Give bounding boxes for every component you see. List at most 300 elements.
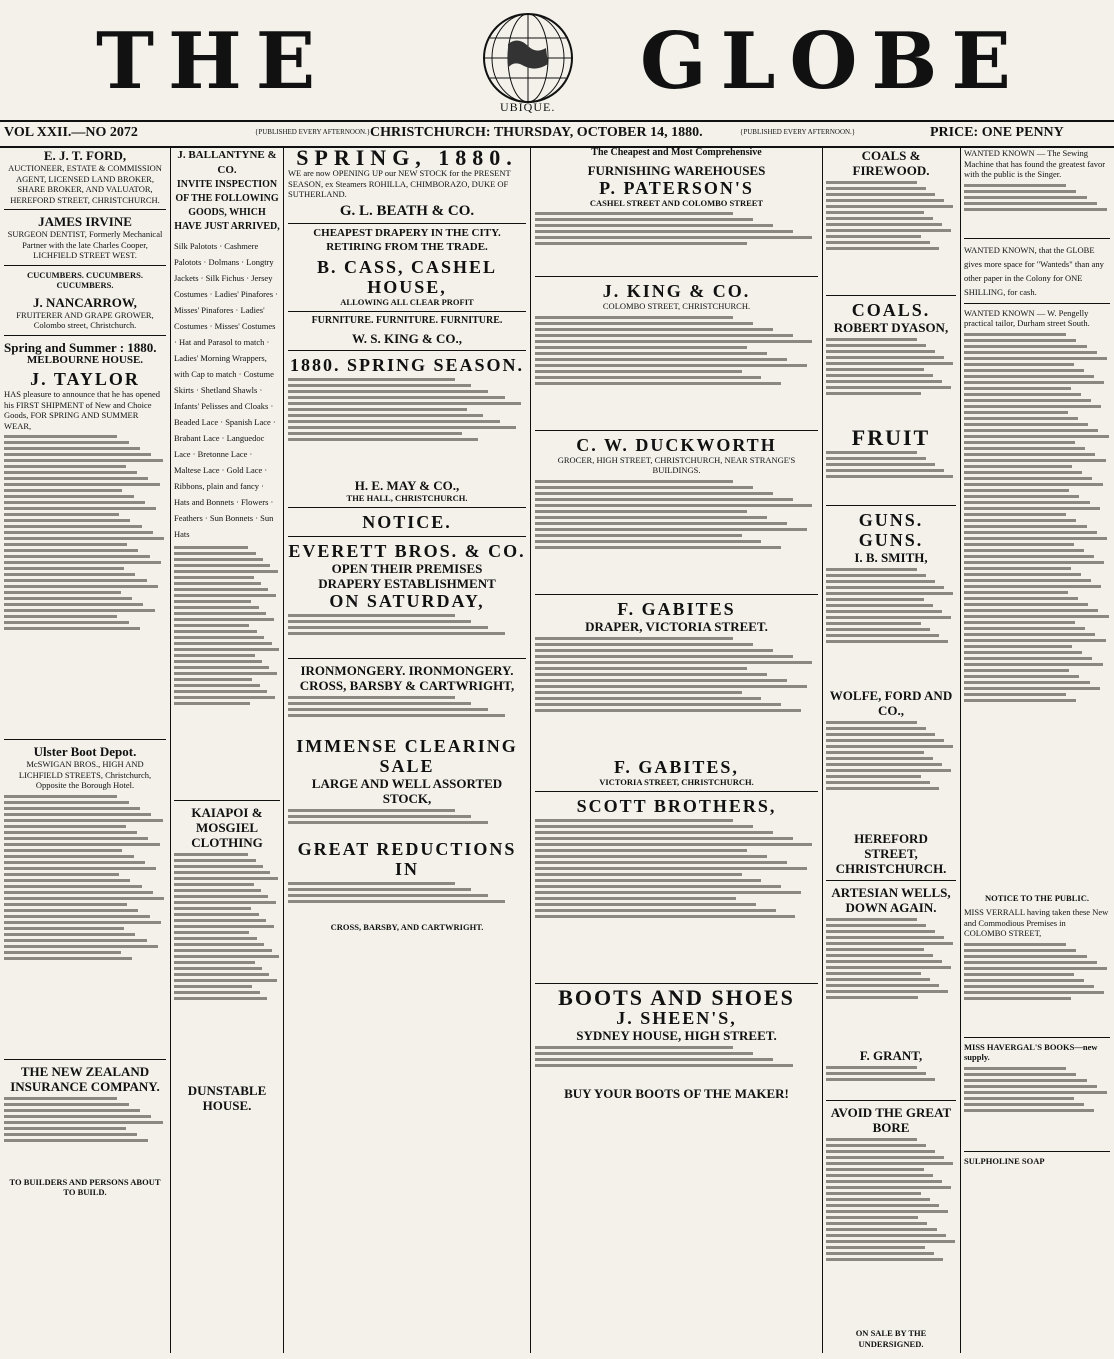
text-line bbox=[826, 1162, 953, 1165]
filler-text bbox=[535, 316, 818, 426]
text-line bbox=[4, 843, 160, 846]
text-line bbox=[535, 909, 776, 912]
text-line bbox=[4, 615, 117, 618]
text-line bbox=[4, 627, 140, 630]
ad-dunstable-house: DUNSTABLE HOUSE. bbox=[187, 1083, 267, 1113]
ad-wanted-globe: WANTED KNOWN, that the GLOBE gives more space for "Wanteds" than any other paper in the Colony for ONE SHILLING, for cash. bbox=[964, 244, 1104, 297]
ad-ballantyne-invite: INVITE INSPECTION OF THE FOLLOWING GOODS, WHICH HAVE JUST ARRIVED, bbox=[174, 179, 280, 232]
ad-grant-name: F. GRANT, bbox=[859, 1048, 923, 1063]
text-line bbox=[535, 546, 781, 549]
text-line bbox=[826, 1198, 930, 1201]
ad-gabites-victoria: VICTORIA STREET, CHRISTCHURCH. bbox=[599, 776, 754, 787]
filler-text bbox=[535, 819, 818, 979]
text-line bbox=[826, 592, 953, 595]
ad-cross-footer: CROSS, BARSBY, AND CARTWRIGHT. bbox=[330, 922, 484, 932]
ad-spring-season: 1880. SPRING SEASON. bbox=[289, 354, 525, 375]
text-line bbox=[826, 972, 921, 975]
text-line bbox=[174, 979, 277, 982]
text-line bbox=[826, 1222, 927, 1225]
text-line bbox=[288, 821, 488, 824]
text-line bbox=[4, 555, 150, 558]
text-line bbox=[826, 930, 935, 933]
ad-duckworth-name: C. W. DUCKWORTH bbox=[576, 434, 777, 455]
text-line bbox=[826, 733, 935, 736]
price: PRICE: ONE PENNY bbox=[930, 125, 1064, 140]
ad-ballantyne-name: J. BALLANTYNE & CO. bbox=[177, 149, 277, 176]
ad-ulster-body: McSWIGAN BROS., HIGH AND LICHFIELD STREETS, Christchurch, Opposite the Borough Hotel. bbox=[18, 759, 152, 790]
ad-furniture-head: FURNITURE. FURNITURE. FURNITURE. bbox=[311, 315, 503, 326]
text-line bbox=[288, 420, 500, 423]
text-line bbox=[174, 660, 262, 663]
text-line bbox=[964, 531, 1097, 534]
text-line bbox=[535, 492, 773, 495]
text-line bbox=[826, 247, 939, 250]
text-line bbox=[826, 1246, 925, 1249]
text-line bbox=[174, 919, 266, 922]
text-line bbox=[535, 831, 773, 834]
text-line bbox=[174, 925, 274, 928]
text-line bbox=[4, 921, 161, 924]
text-line bbox=[826, 751, 924, 754]
text-line bbox=[826, 628, 930, 631]
filler-text bbox=[964, 1067, 1110, 1147]
text-line bbox=[826, 199, 944, 202]
text-line bbox=[535, 340, 812, 343]
text-line bbox=[826, 1240, 955, 1243]
text-line bbox=[826, 344, 926, 347]
text-line bbox=[4, 447, 140, 450]
text-line bbox=[964, 1085, 1097, 1088]
text-line bbox=[4, 801, 129, 804]
text-line bbox=[4, 1115, 151, 1118]
text-line bbox=[4, 873, 119, 876]
text-line bbox=[964, 489, 1069, 492]
text-line bbox=[535, 1046, 733, 1049]
text-line bbox=[964, 345, 1087, 348]
text-line bbox=[964, 555, 1094, 558]
text-line bbox=[288, 378, 455, 381]
ad-irvine-body: SURGEON DENTIST, Formerly Mechanical Partner with the late Charles Cooper, LICHFIELD STREET WEST. bbox=[7, 229, 163, 260]
ad-gabites-name: F. GABITES bbox=[617, 598, 736, 619]
text-line bbox=[535, 915, 795, 918]
text-line bbox=[4, 603, 143, 606]
text-line bbox=[535, 230, 793, 233]
text-line bbox=[535, 661, 812, 664]
column-rule bbox=[283, 148, 284, 1353]
text-line bbox=[4, 609, 155, 612]
text-line bbox=[174, 901, 276, 904]
text-line bbox=[174, 955, 279, 958]
text-line bbox=[535, 242, 747, 245]
text-line bbox=[964, 621, 1075, 624]
ad-hereford-street: HEREFORD STREET, CHRISTCHURCH. bbox=[835, 831, 947, 876]
ad-coals-firewood: COALS & FIREWOOD. bbox=[852, 148, 930, 178]
ad-cheapest-drapery: CHEAPEST DRAPERY IN THE CITY. bbox=[313, 226, 501, 239]
text-line bbox=[964, 633, 1095, 636]
text-line bbox=[4, 525, 142, 528]
text-line bbox=[535, 825, 753, 828]
text-line bbox=[4, 453, 151, 456]
text-line bbox=[535, 364, 807, 367]
masthead-motto: UBIQUE. bbox=[500, 100, 556, 114]
masthead-title-right: GLOBE bbox=[640, 16, 1025, 107]
text-line bbox=[964, 387, 1071, 390]
text-line bbox=[535, 667, 747, 670]
ad-beath-name: G. L. BEATH & CO. bbox=[339, 202, 475, 219]
text-line bbox=[4, 537, 164, 540]
text-line bbox=[826, 640, 948, 643]
text-line bbox=[964, 393, 1081, 396]
filler-text bbox=[964, 943, 1110, 1033]
text-line bbox=[4, 1133, 137, 1136]
text-line bbox=[4, 1121, 163, 1124]
ad-sydney-house: SYDNEY HOUSE, HIGH STREET. bbox=[576, 1028, 777, 1043]
text-line bbox=[826, 942, 953, 945]
text-line bbox=[826, 960, 942, 963]
text-line bbox=[4, 891, 153, 894]
text-line bbox=[174, 630, 257, 633]
filler-text bbox=[826, 338, 956, 428]
text-line bbox=[4, 531, 153, 534]
text-line bbox=[964, 208, 1107, 211]
column-1 bbox=[4, 148, 166, 1353]
text-line bbox=[826, 475, 953, 478]
ad-clear-profit: ALLOWING ALL CLEAR PROFIT bbox=[340, 296, 474, 307]
filler-text bbox=[826, 1066, 956, 1096]
text-line bbox=[4, 807, 140, 810]
text-line bbox=[964, 693, 1066, 696]
text-line bbox=[535, 534, 742, 537]
ad-ford-body: AUCTIONEER, ESTATE & COMMISSION AGENT, LICENSED LAND BROKER, SHARE BROKER, AND VALUATOR, HEREFORD STREET, CHRISTCHURCH. bbox=[8, 163, 162, 205]
text-line bbox=[174, 949, 272, 952]
text-line bbox=[288, 626, 488, 629]
text-line bbox=[826, 356, 944, 359]
text-line bbox=[535, 358, 787, 361]
text-line bbox=[826, 954, 933, 957]
text-line bbox=[964, 447, 1085, 450]
text-line bbox=[4, 489, 122, 492]
text-line bbox=[826, 1234, 946, 1237]
text-line bbox=[288, 900, 505, 903]
text-line bbox=[4, 597, 132, 600]
ad-melbourne-house: MELBOURNE HOUSE. bbox=[26, 353, 144, 366]
filler-text bbox=[964, 333, 1110, 893]
text-line bbox=[535, 685, 807, 688]
text-line bbox=[4, 903, 127, 906]
text-line bbox=[174, 937, 257, 940]
text-line bbox=[826, 1180, 942, 1183]
text-line bbox=[174, 907, 251, 910]
text-line bbox=[964, 997, 1071, 1000]
text-line bbox=[826, 193, 935, 196]
text-line bbox=[288, 815, 471, 818]
text-line bbox=[964, 1067, 1066, 1070]
ad-taylor-body: HAS pleasure to announce that he has opened his FIRST SHIPMENT of New and Choice Goods, FOR SPRING AND SUMMER WEAR, bbox=[4, 389, 161, 431]
text-line bbox=[535, 655, 793, 658]
text-line bbox=[288, 438, 478, 441]
text-line bbox=[964, 591, 1068, 594]
column-rule bbox=[530, 148, 531, 1353]
filler-text bbox=[826, 181, 956, 291]
text-line bbox=[4, 915, 150, 918]
text-line bbox=[964, 609, 1098, 612]
ad-king-name: W. S. KING & CO., bbox=[351, 330, 463, 346]
ad-great-reductions: GREAT REDUCTIONS IN bbox=[297, 839, 517, 879]
text-line bbox=[826, 739, 944, 742]
ad-coals: COALS. bbox=[851, 300, 931, 320]
text-line bbox=[4, 813, 151, 816]
ad-dyason-name: ROBERT DYASON, bbox=[833, 320, 949, 335]
ad-sheen-name: J. SHEEN'S, bbox=[616, 1008, 737, 1028]
text-line bbox=[826, 1228, 937, 1231]
text-line bbox=[964, 483, 1103, 486]
text-line bbox=[826, 217, 933, 220]
text-line bbox=[4, 867, 156, 870]
text-line bbox=[174, 985, 252, 988]
text-line bbox=[964, 1091, 1107, 1094]
text-line bbox=[826, 990, 948, 993]
ad-may-name: H. E. MAY & CO., bbox=[354, 477, 460, 493]
text-line bbox=[964, 943, 1066, 946]
text-line bbox=[826, 229, 951, 232]
text-line bbox=[826, 362, 953, 365]
text-line bbox=[4, 459, 163, 462]
text-line bbox=[826, 966, 951, 969]
text-line bbox=[4, 483, 160, 486]
ad-on-saturday: ON SATURDAY, bbox=[329, 591, 485, 611]
text-line bbox=[535, 837, 793, 840]
text-line bbox=[4, 909, 138, 912]
column-5 bbox=[826, 148, 956, 1353]
text-line bbox=[174, 997, 267, 1000]
text-line bbox=[826, 787, 939, 790]
text-line bbox=[826, 586, 944, 589]
text-line bbox=[826, 1192, 921, 1195]
text-line bbox=[535, 819, 733, 822]
text-line bbox=[4, 825, 126, 828]
text-line bbox=[288, 432, 462, 435]
text-line bbox=[826, 1258, 943, 1261]
text-line bbox=[174, 564, 270, 567]
ad-cheapest-comprehensive: The Cheapest and Most Comprehensive bbox=[591, 148, 762, 158]
text-line bbox=[826, 1156, 944, 1159]
text-line bbox=[4, 435, 117, 438]
text-line bbox=[826, 616, 951, 619]
text-line bbox=[535, 334, 793, 337]
text-line bbox=[964, 973, 1074, 976]
ad-irvine-name: JAMES IRVINE bbox=[38, 214, 132, 229]
filler-text bbox=[174, 546, 280, 796]
text-line bbox=[964, 585, 1101, 588]
text-line bbox=[826, 1066, 917, 1069]
ad-spring-head: Spring and Summer : 1880. bbox=[4, 339, 157, 355]
text-line bbox=[288, 614, 455, 617]
text-line bbox=[535, 328, 773, 331]
text-line bbox=[826, 775, 921, 778]
text-line bbox=[964, 567, 1071, 570]
text-line bbox=[964, 513, 1066, 516]
text-line bbox=[535, 218, 753, 221]
text-line bbox=[174, 913, 259, 916]
text-line bbox=[964, 375, 1094, 378]
text-line bbox=[964, 967, 1107, 970]
ad-notice: NOTICE. bbox=[362, 512, 452, 532]
text-line bbox=[826, 451, 917, 454]
filler-text bbox=[288, 882, 526, 922]
text-line bbox=[174, 859, 256, 862]
ad-nancarrow-name: J. NANCARROW, bbox=[33, 294, 137, 310]
text-line bbox=[826, 634, 939, 637]
ad-on-sale: ON SALE BY THE UNDERSIGNED. bbox=[855, 1328, 927, 1349]
text-line bbox=[4, 1097, 117, 1100]
text-line bbox=[4, 1109, 140, 1112]
text-line bbox=[535, 897, 736, 900]
text-line bbox=[964, 579, 1091, 582]
ad-furnishing-warehouses: FURNISHING WAREHOUSES bbox=[587, 162, 766, 178]
text-line bbox=[826, 727, 926, 730]
ad-spring-1880: SPRING, 1880. bbox=[296, 148, 518, 170]
text-line bbox=[964, 949, 1076, 952]
published-note-right: {PUBLISHED EVERY AFTERNOON.} bbox=[740, 128, 856, 136]
ad-ironmongery: IRONMONGERY. IRONMONGERY. bbox=[300, 663, 514, 678]
text-line bbox=[288, 888, 471, 891]
text-line bbox=[174, 594, 276, 597]
globe-icon bbox=[478, 8, 578, 108]
ad-may-hall: THE HALL, CHRISTCHURCH. bbox=[346, 492, 468, 503]
ad-jking-name: J. KING & CO. bbox=[602, 281, 751, 301]
text-line bbox=[535, 322, 753, 325]
text-line bbox=[4, 831, 137, 834]
text-line bbox=[964, 190, 1076, 193]
text-line bbox=[4, 567, 124, 570]
column-rule bbox=[960, 148, 961, 1353]
text-line bbox=[174, 546, 248, 549]
text-line bbox=[4, 897, 164, 900]
text-line bbox=[4, 441, 129, 444]
text-line bbox=[535, 346, 747, 349]
filler-text bbox=[964, 184, 1110, 234]
ad-avoid-bore: AVOID THE GREAT BORE bbox=[830, 1105, 952, 1135]
text-line bbox=[964, 681, 1090, 684]
text-line bbox=[174, 672, 277, 675]
text-line bbox=[964, 699, 1076, 702]
text-line bbox=[174, 570, 278, 573]
text-line bbox=[4, 1139, 148, 1142]
text-line bbox=[964, 1073, 1076, 1076]
text-line bbox=[964, 399, 1091, 402]
text-line bbox=[288, 384, 471, 387]
text-line bbox=[4, 591, 121, 594]
ad-havergal: MISS HAVERGAL'S BOOKS—new supply. bbox=[964, 1041, 1098, 1062]
text-line bbox=[535, 679, 787, 682]
text-line bbox=[964, 465, 1072, 468]
text-line bbox=[964, 405, 1101, 408]
text-line bbox=[964, 663, 1103, 666]
text-line bbox=[174, 552, 256, 555]
filler-text bbox=[535, 1046, 818, 1086]
filler-text bbox=[826, 721, 956, 831]
text-line bbox=[964, 1109, 1094, 1112]
text-line bbox=[174, 684, 260, 687]
text-line bbox=[174, 618, 274, 621]
text-line bbox=[4, 513, 119, 516]
text-line bbox=[964, 651, 1082, 654]
text-line bbox=[535, 637, 733, 640]
text-line bbox=[4, 471, 137, 474]
filler-text bbox=[826, 568, 956, 688]
ad-buy-boots: BUY YOUR BOOTS OF THE MAKER! bbox=[564, 1086, 789, 1101]
text-line bbox=[535, 224, 773, 227]
text-line bbox=[535, 1058, 773, 1061]
text-line bbox=[535, 697, 761, 700]
text-line bbox=[964, 1103, 1084, 1106]
ad-ford-name: E. J. T. FORD, bbox=[43, 148, 127, 163]
text-line bbox=[964, 441, 1075, 444]
filler-text bbox=[826, 918, 956, 1048]
text-line bbox=[826, 235, 921, 238]
text-line bbox=[4, 819, 163, 822]
text-line bbox=[535, 673, 767, 676]
ad-scott-name: SCOTT BROTHERS, bbox=[576, 796, 777, 816]
text-line bbox=[535, 498, 793, 501]
text-line bbox=[535, 480, 733, 483]
ad-notice-public: NOTICE TO THE PUBLIC. bbox=[985, 892, 1089, 903]
text-line bbox=[288, 632, 505, 635]
text-line bbox=[535, 691, 742, 694]
masthead-title-left: THE bbox=[96, 16, 330, 107]
text-line bbox=[964, 423, 1088, 426]
text-line bbox=[174, 648, 279, 651]
text-line bbox=[826, 996, 918, 999]
text-line bbox=[826, 463, 935, 466]
text-line bbox=[174, 654, 255, 657]
text-line bbox=[964, 477, 1092, 480]
text-line bbox=[535, 522, 787, 525]
text-line bbox=[964, 453, 1095, 456]
text-line bbox=[174, 961, 255, 964]
text-line bbox=[964, 202, 1097, 205]
text-line bbox=[964, 645, 1072, 648]
text-line bbox=[174, 871, 270, 874]
text-line bbox=[4, 501, 145, 504]
text-line bbox=[535, 528, 807, 531]
text-line bbox=[4, 795, 117, 798]
text-line bbox=[964, 991, 1104, 994]
text-line bbox=[288, 708, 488, 711]
text-line bbox=[964, 627, 1085, 630]
text-line bbox=[174, 606, 259, 609]
text-line bbox=[826, 1144, 926, 1147]
text-line bbox=[826, 1216, 918, 1219]
text-line bbox=[964, 429, 1098, 432]
text-line bbox=[826, 604, 933, 607]
published-note-left: {PUBLISHED EVERY AFTERNOON.} bbox=[255, 128, 371, 136]
text-line bbox=[174, 612, 266, 615]
text-line bbox=[964, 435, 1109, 438]
text-line bbox=[288, 696, 455, 699]
text-line bbox=[288, 809, 455, 812]
text-line bbox=[964, 597, 1078, 600]
filler-text bbox=[288, 614, 526, 654]
text-line bbox=[174, 883, 254, 886]
text-line bbox=[826, 745, 953, 748]
text-line bbox=[964, 417, 1078, 420]
text-line bbox=[535, 1064, 793, 1067]
text-line bbox=[826, 205, 953, 208]
ad-wolfe-name: WOLFE, FORD AND CO., bbox=[829, 688, 953, 718]
text-line bbox=[826, 918, 917, 921]
text-line bbox=[4, 849, 122, 852]
